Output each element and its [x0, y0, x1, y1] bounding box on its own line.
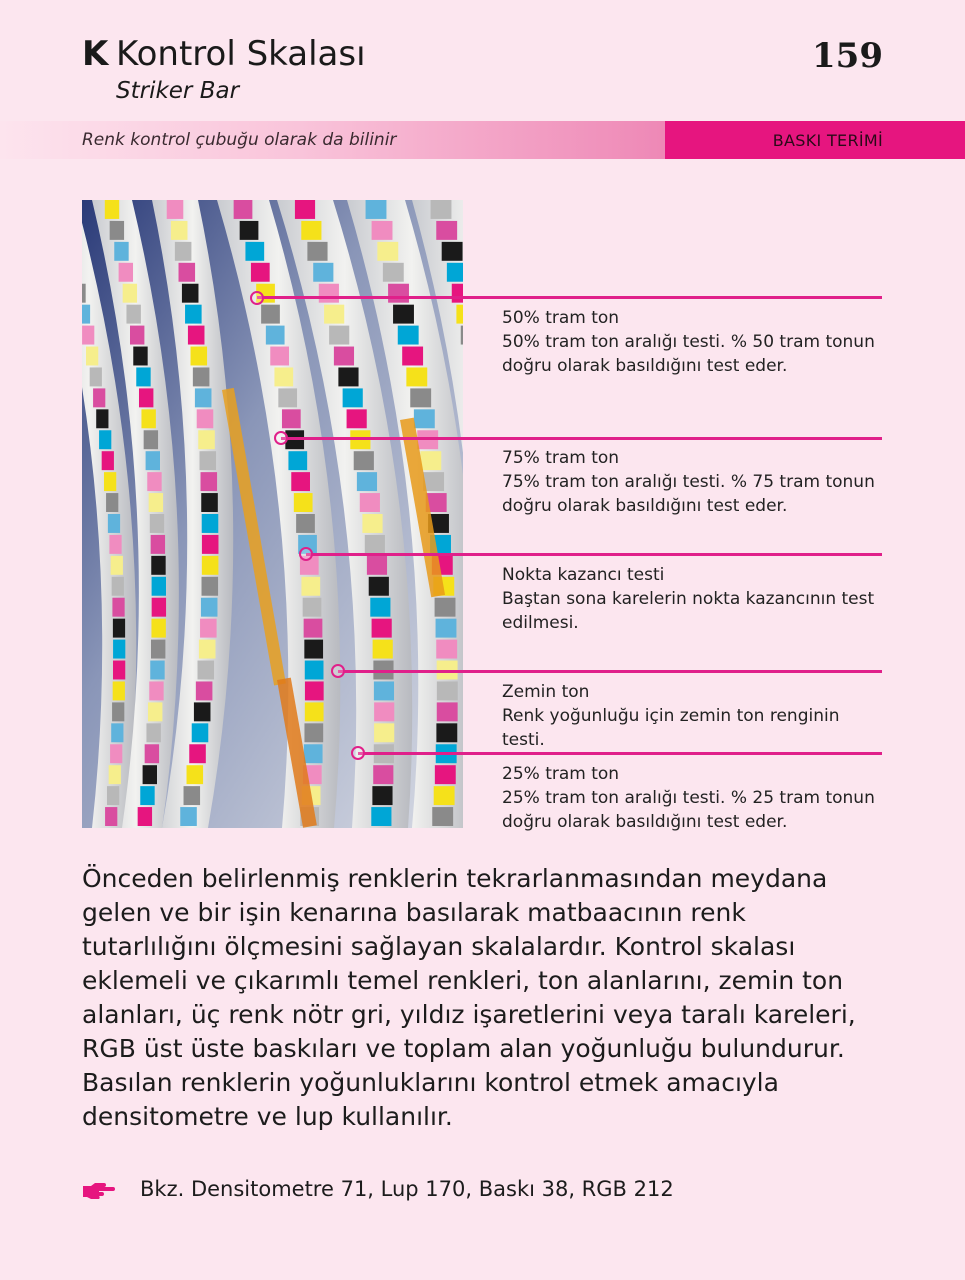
colour-patch: [113, 681, 125, 700]
colour-patch: [108, 514, 120, 533]
colour-patch: [93, 388, 105, 407]
colour-patch: [180, 807, 197, 826]
colour-patch: [113, 619, 125, 638]
colour-patch: [432, 807, 453, 826]
colour-patch: [278, 388, 297, 407]
colour-patch: [291, 472, 310, 491]
colour-patch: [367, 556, 387, 575]
colour-patch: [143, 765, 157, 784]
colour-patch: [201, 493, 218, 512]
colour-patch: [304, 723, 323, 742]
colour-patch: [329, 326, 349, 345]
colour-patch: [360, 493, 380, 512]
colour-patch: [197, 409, 214, 428]
colour-patch: [140, 786, 154, 805]
callout-title: 50% tram ton: [502, 308, 620, 328]
callout-marker-75: [274, 431, 288, 445]
colour-patch: [374, 681, 394, 700]
colour-patch: [151, 556, 165, 575]
page-number: 159: [812, 36, 883, 76]
colour-patch: [109, 765, 121, 784]
callout-marker-solid: [331, 664, 345, 678]
colour-patch: [402, 347, 423, 366]
colour-patch: [338, 367, 358, 386]
colour-patch: [304, 744, 323, 763]
colour-patch: [184, 786, 201, 805]
callout-25-percent: [502, 762, 882, 834]
callout-description: Renk yoğunluğu için zemin ton renginin testi.: [502, 706, 840, 750]
colour-patch: [406, 367, 427, 386]
colour-patch: [274, 367, 293, 386]
colour-patch: [151, 535, 165, 554]
colour-patch: [185, 305, 202, 324]
colour-patch: [369, 577, 389, 596]
colour-patch: [144, 430, 158, 449]
colour-patch: [201, 598, 218, 617]
colour-patch: [179, 263, 196, 282]
callout-title: Nokta kazancı testi: [502, 565, 665, 585]
callout-line-75: [281, 437, 882, 440]
colour-patch: [377, 242, 398, 261]
colour-patch: [196, 681, 213, 700]
colour-patch: [189, 744, 206, 763]
colour-patch: [295, 200, 315, 219]
page-title: Kontrol Skalası: [116, 34, 366, 74]
colour-patch: [251, 263, 270, 282]
colour-patch: [112, 577, 124, 596]
colour-patch: [187, 765, 204, 784]
colour-patch: [437, 702, 458, 721]
colour-patch: [150, 661, 164, 680]
colour-patch: [201, 472, 218, 491]
colour-patch: [437, 681, 458, 700]
colour-patch: [202, 514, 219, 533]
colour-patch: [82, 284, 86, 303]
colour-patch: [149, 681, 163, 700]
colour-patch: [139, 388, 153, 407]
colour-patch: [113, 640, 125, 659]
callout-line-50: [257, 296, 882, 299]
colour-patch: [82, 326, 94, 345]
callout-dot-gain: [502, 563, 882, 635]
colour-patch: [347, 409, 367, 428]
colour-patch: [435, 598, 456, 617]
callout-title: 75% tram ton: [502, 448, 620, 468]
colour-patch: [362, 514, 382, 533]
pointing-hand-icon: [82, 1180, 118, 1200]
callout-marker-25: [351, 746, 365, 760]
colour-patch: [200, 619, 217, 638]
colour-patch: [240, 221, 259, 240]
colour-patch: [110, 221, 124, 240]
colour-patch: [104, 472, 116, 491]
colour-patch: [152, 577, 166, 596]
colour-patch: [423, 472, 444, 491]
colour-patch: [200, 451, 217, 470]
callout-description: 25% tram ton aralığı testi. % 25 tram tonun doğru olarak basıldığını test eder.: [502, 788, 875, 832]
colour-patch: [420, 451, 441, 470]
colour-patch: [149, 493, 163, 512]
colour-patch: [123, 284, 137, 303]
colour-patch: [305, 702, 324, 721]
colour-patch: [303, 598, 322, 617]
colour-patch: [151, 640, 165, 659]
colour-patch: [452, 284, 463, 303]
colour-patch: [112, 598, 124, 617]
colour-patch: [86, 347, 98, 366]
colour-patch: [199, 640, 216, 659]
colour-patch: [388, 284, 409, 303]
colour-patch: [110, 744, 122, 763]
colour-patch: [436, 723, 457, 742]
colour-patch: [436, 640, 457, 659]
colour-patch: [112, 702, 124, 721]
striker-bar-photo: [82, 200, 463, 828]
callout-solid-tone: [502, 680, 882, 752]
colour-patch: [305, 661, 324, 680]
colour-patch: [372, 221, 393, 240]
section-letter: K: [82, 34, 109, 74]
colour-patch: [434, 786, 455, 805]
colour-patch: [294, 493, 313, 512]
colour-patch: [319, 284, 339, 303]
colour-patch: [198, 661, 215, 680]
colour-patch: [126, 305, 140, 324]
callout-title: 25% tram ton: [502, 764, 620, 784]
colour-patch: [111, 723, 123, 742]
colour-patch: [372, 619, 392, 638]
colour-patch: [106, 493, 118, 512]
colour-patch: [198, 430, 215, 449]
callout-title: Zemin ton: [502, 682, 590, 702]
colour-patch: [270, 347, 289, 366]
colour-patch: [191, 347, 208, 366]
colour-patch: [305, 681, 324, 700]
colour-patch: [119, 263, 133, 282]
callout-description: 75% tram ton aralığı testi. % 75 tram tonun doğru olarak basıldığını test eder.: [502, 472, 875, 516]
colour-patch: [152, 598, 166, 617]
colour-patch: [171, 221, 188, 240]
colour-patch: [366, 200, 387, 219]
colour-patch: [188, 326, 205, 345]
colour-patch: [175, 242, 192, 261]
colour-patch: [266, 326, 285, 345]
callout-marker-dot-gain: [299, 547, 313, 561]
colour-patch: [296, 514, 315, 533]
colour-patch: [370, 598, 390, 617]
definition-paragraph: Önceden belirlenmiş renklerin tekrarlanmasından meydana gelen ve bir işin kenarına basılarak matbaacının renk tutarlılığını ölçmesini sağlayan skalalardır. Kontrol skalası eklemeli ve çıkarımlı temel renkleri, ton alanlarını, zemin ton alanları, üç renk nötr gri, yıldız işaretlerini veya taralı kareleri, RGB üst üste baskıları ve toplam alan yoğunluğu bulundurur. Basılan renklerin yoğunluklarını kontrol etmek amacıyla densitometre ve lup kullanılır.: [82, 864, 856, 1131]
colour-patch: [146, 723, 160, 742]
colour-patch: [114, 242, 128, 261]
colour-patch: [436, 619, 457, 638]
colour-patch: [456, 305, 463, 324]
colour-patch: [301, 221, 321, 240]
colour-patch: [374, 702, 394, 721]
striker-bar-illustration: [82, 200, 463, 828]
colour-patch: [261, 305, 280, 324]
colour-patch: [288, 451, 307, 470]
colour-patch: [107, 786, 119, 805]
colour-patch: [202, 577, 219, 596]
colour-patch: [136, 367, 150, 386]
colour-patch: [111, 556, 123, 575]
callout-description: Baştan sona karelerin nokta kazancının test edilmesi.: [502, 589, 875, 633]
callout-75-percent: [502, 446, 882, 518]
callout-line-dot-gain: [306, 553, 882, 556]
page-subtitle: Striker Bar: [116, 78, 240, 104]
colour-patch: [90, 367, 102, 386]
colour-patch: [373, 640, 393, 659]
colour-patch: [150, 514, 164, 533]
colour-patch: [202, 556, 219, 575]
callout-description: 50% tram ton aralığı testi. % 50 tram tonun doğru olarak basıldığını test eder.: [502, 332, 875, 376]
colour-patch: [192, 723, 209, 742]
colour-patch: [357, 472, 377, 491]
colour-patch: [301, 577, 320, 596]
colour-patch: [410, 388, 431, 407]
colour-patch: [398, 326, 419, 345]
colour-patch: [447, 263, 463, 282]
callout-line-solid: [338, 670, 882, 673]
colour-patch: [102, 451, 114, 470]
colour-patch: [304, 640, 323, 659]
colour-patch: [442, 242, 463, 261]
colour-patch: [82, 305, 90, 324]
colour-patch: [307, 242, 327, 261]
colour-patch: [148, 702, 162, 721]
colour-patch: [373, 765, 393, 784]
colour-patch: [96, 409, 108, 428]
colour-patch: [109, 535, 121, 554]
colour-patch: [141, 409, 155, 428]
colour-patch: [334, 347, 354, 366]
colour-patch: [195, 388, 212, 407]
colour-patch: [147, 472, 161, 491]
colour-patch: [372, 786, 392, 805]
colour-patch: [105, 807, 117, 826]
colour-patch: [371, 807, 391, 826]
callout-line-25: [358, 752, 882, 755]
colour-patch: [151, 619, 165, 638]
colour-patch: [145, 744, 159, 763]
colour-patch: [304, 619, 323, 638]
colour-patch: [130, 326, 144, 345]
colour-patch: [133, 347, 147, 366]
colour-patch: [113, 661, 125, 680]
callout-marker-50: [250, 291, 264, 305]
colour-patch: [146, 451, 160, 470]
colour-patch: [194, 702, 211, 721]
colour-patch: [343, 388, 363, 407]
colour-patch: [193, 367, 210, 386]
colour-patch: [182, 284, 199, 303]
colour-patch: [99, 430, 111, 449]
colour-patch: [324, 305, 344, 324]
colour-patch: [436, 221, 457, 240]
colour-patch: [167, 200, 184, 219]
colour-patch: [354, 451, 374, 470]
colour-patch: [138, 807, 152, 826]
colour-patch: [431, 200, 452, 219]
colour-patch: [245, 242, 264, 261]
colour-patch: [414, 409, 435, 428]
colour-patch: [435, 765, 456, 784]
colour-patch: [282, 409, 301, 428]
colour-patch: [313, 263, 333, 282]
colour-patch: [383, 263, 404, 282]
colour-patch: [461, 326, 463, 345]
colour-patch: [365, 535, 385, 554]
category-tag-label: BASKI TERİMİ: [772, 131, 883, 150]
colour-patch: [202, 535, 219, 554]
colour-patch: [234, 200, 253, 219]
alias-text: Renk kontrol çubuğu olarak da bilinir: [82, 130, 397, 150]
callout-50-percent: [502, 306, 882, 378]
colour-patch: [105, 200, 119, 219]
colour-patch: [374, 723, 394, 742]
colour-patch: [393, 305, 414, 324]
see-also-references: Bkz. Densitometre 71, Lup 170, Baskı 38, RGB 212: [140, 1177, 674, 1201]
